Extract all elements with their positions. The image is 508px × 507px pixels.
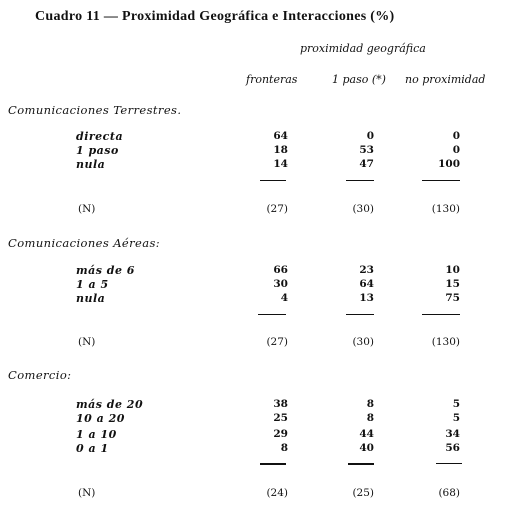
row-label: 1 a 10 (76, 428, 117, 441)
cell-value: 0 (452, 144, 460, 156)
cell-value: 75 (445, 292, 460, 304)
col-header-1-paso: 1 paso (*) (332, 73, 386, 86)
n-value: (27) (266, 203, 288, 215)
cell-value: 5 (452, 398, 460, 410)
cell-value: 30 (273, 278, 288, 290)
n-value: (130) (431, 336, 460, 348)
sum-rule (436, 463, 462, 464)
n-value: (24) (266, 487, 288, 499)
sum-rule (346, 180, 374, 181)
n-value: (30) (352, 336, 374, 348)
n-value: (30) (352, 203, 374, 215)
cell-value: 0 (366, 130, 374, 142)
cell-value: 8 (366, 412, 374, 424)
cell-value: 44 (359, 428, 374, 440)
row-label: 10 a 20 (76, 412, 125, 425)
n-label: (N) (78, 487, 96, 499)
cell-value: 38 (273, 398, 288, 410)
n-label: (N) (78, 203, 96, 215)
group-header: proximidad geográfica (300, 42, 426, 55)
cell-value: 100 (438, 158, 460, 170)
n-label: (N) (78, 336, 96, 348)
cell-value: 40 (359, 442, 374, 454)
row-label: más de 6 (76, 264, 135, 277)
sum-rule (260, 180, 286, 181)
cell-value: 13 (359, 292, 374, 304)
row-label: 1 paso (76, 144, 119, 157)
cell-value: 15 (445, 278, 460, 290)
section-label-aereas: Comunicaciones Aéreas: (8, 236, 161, 250)
n-value: (130) (431, 203, 460, 215)
table-title: Cuadro 11 — Proximidad Geográfica e Interacciones (%) (35, 9, 395, 24)
cell-value: 25 (273, 412, 288, 424)
cell-value: 64 (359, 278, 374, 290)
n-value: (68) (438, 487, 460, 499)
cell-value: 53 (359, 144, 374, 156)
row-label: más de 20 (76, 398, 144, 411)
n-value: (25) (352, 487, 374, 499)
section-label-comercio: Comercio: (8, 368, 72, 382)
cell-value: 5 (452, 412, 460, 424)
cell-value: 47 (359, 158, 374, 170)
sum-rule (422, 314, 460, 315)
row-label: 1 a 5 (76, 278, 109, 291)
cell-value: 34 (445, 428, 460, 440)
row-label: directa (76, 130, 124, 143)
cell-value: 56 (445, 442, 460, 454)
n-value: (27) (266, 336, 288, 348)
sum-rule (258, 314, 286, 315)
sum-rule (348, 463, 374, 465)
cell-value: 23 (359, 264, 374, 276)
sum-rule (260, 463, 286, 465)
cell-value: 4 (280, 292, 288, 304)
section-label-terrestres: Comunicaciones Terrestres. (8, 103, 182, 117)
col-header-no-proximidad: no proximidad (405, 73, 486, 86)
sum-rule (346, 314, 374, 315)
cell-value: 14 (273, 158, 288, 170)
cell-value: 66 (273, 264, 288, 276)
cell-value: 10 (445, 264, 460, 276)
row-label: nula (76, 158, 106, 171)
cell-value: 8 (280, 442, 288, 454)
col-header-fronteras: fronteras (246, 73, 298, 86)
cell-value: 0 (452, 130, 460, 142)
row-label: nula (76, 292, 106, 305)
cell-value: 18 (273, 144, 288, 156)
cell-value: 29 (273, 428, 288, 440)
row-label: 0 a 1 (76, 442, 109, 455)
sum-rule (422, 180, 460, 181)
cell-value: 8 (366, 398, 374, 410)
cell-value: 64 (273, 130, 288, 142)
